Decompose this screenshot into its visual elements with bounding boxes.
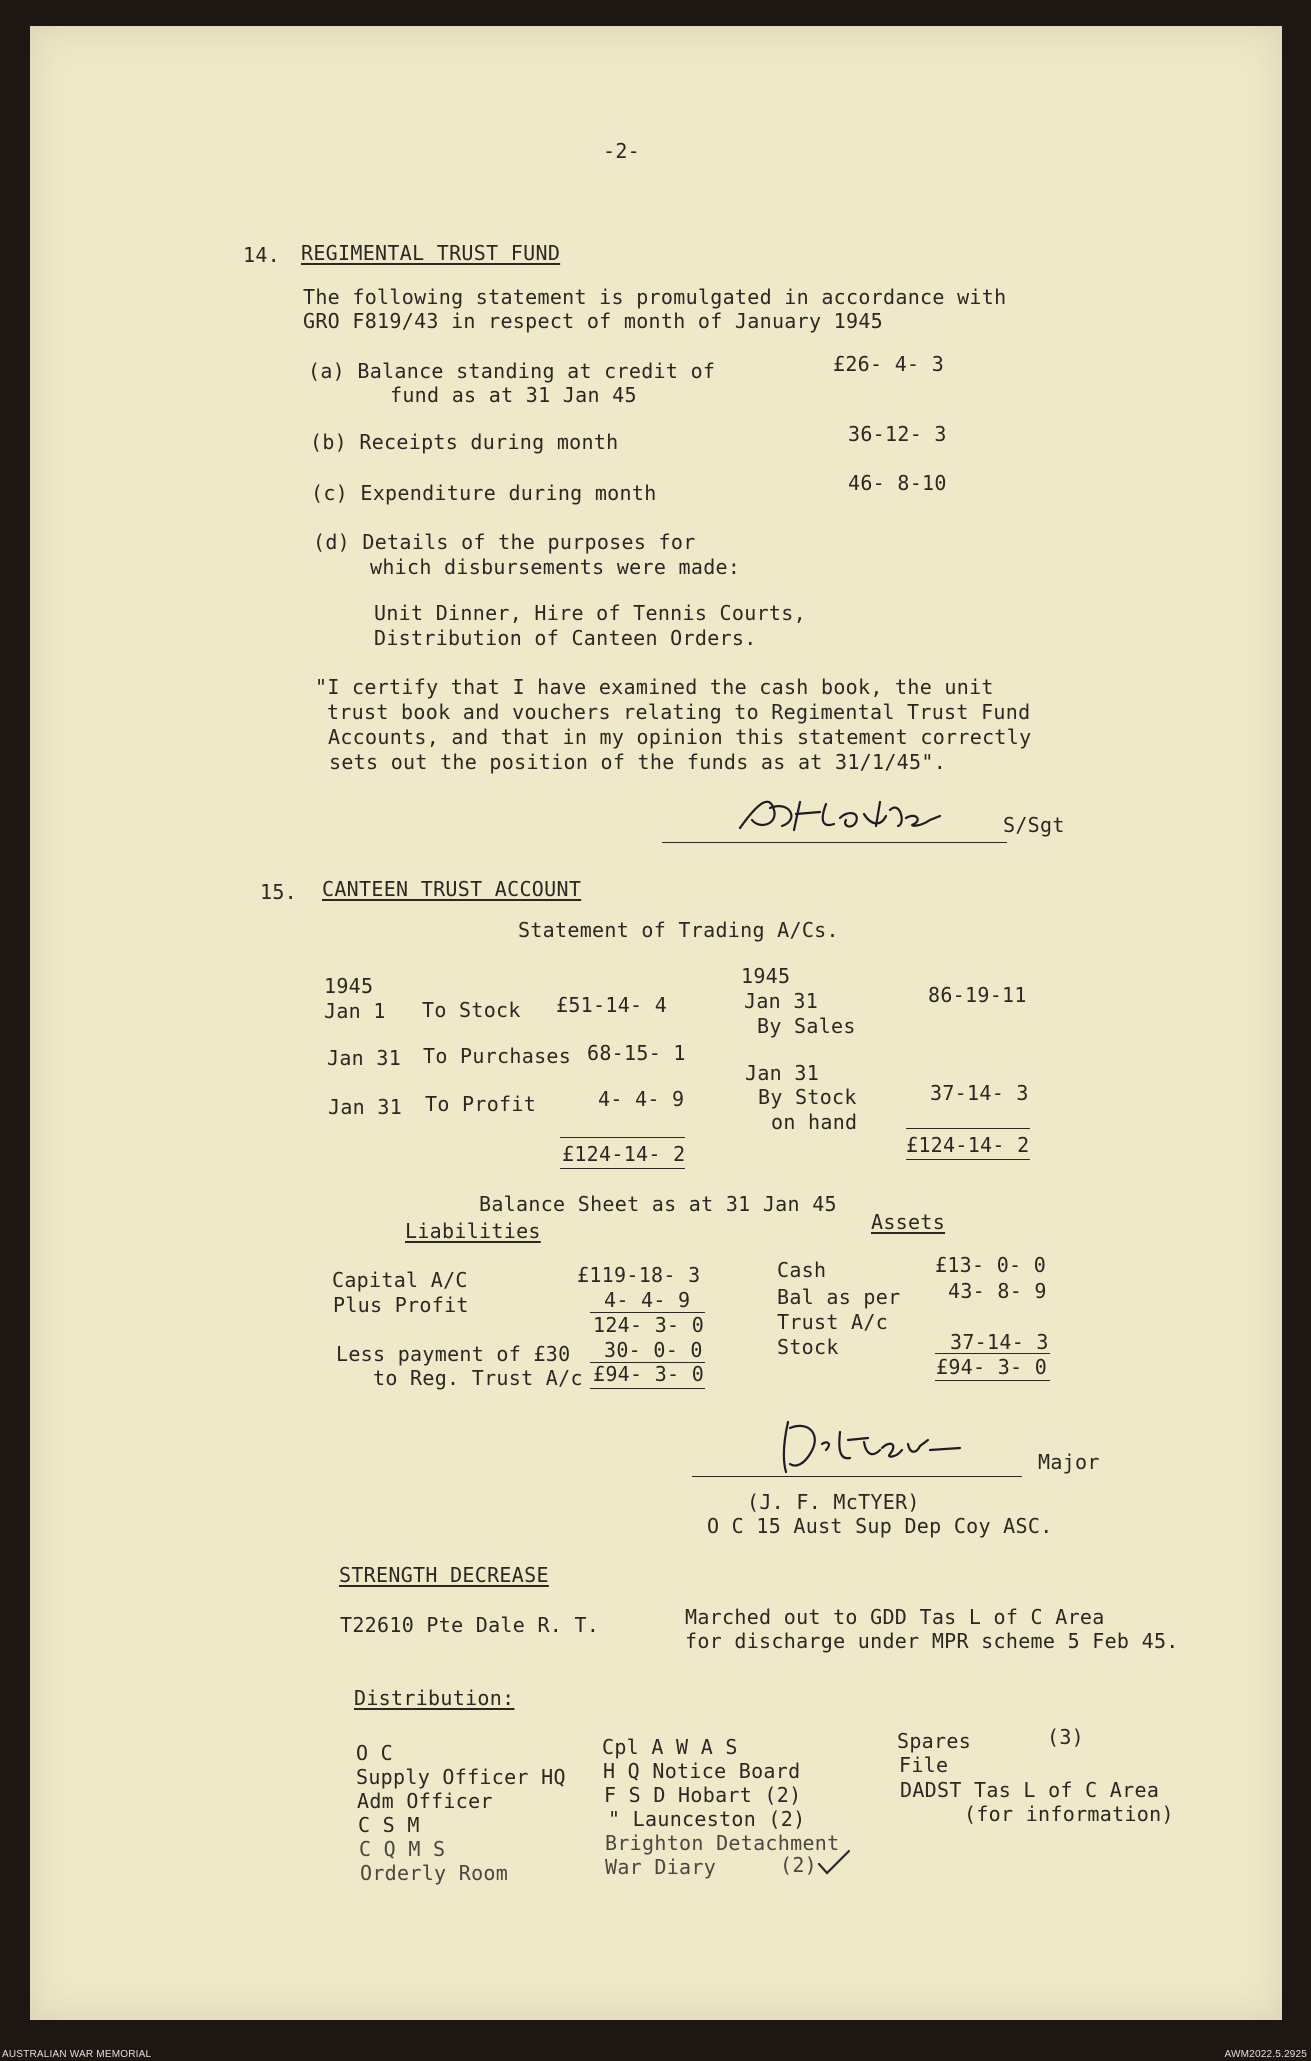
mctyer-title: O C 15 Aust Sup Dep Coy ASC. bbox=[707, 1514, 1053, 1538]
distribution-for-information: (for information) bbox=[964, 1802, 1174, 1826]
distribution-col1-item: O C bbox=[356, 1741, 394, 1765]
trading-left-total-rule-top bbox=[560, 1137, 685, 1138]
cash-amount: £13- 0- 0 bbox=[935, 1253, 1047, 1277]
bal-per-amount: 43- 8- 9 bbox=[948, 1279, 1047, 1303]
assets-total: £94- 3- 0 bbox=[936, 1355, 1048, 1379]
liabilities-heading: Liabilities bbox=[405, 1219, 541, 1243]
assets-heading: Assets bbox=[871, 1210, 946, 1234]
trading-right-date-1: Jan 31 bbox=[744, 989, 819, 1013]
item-c-label: (c) Expenditure during month bbox=[311, 481, 657, 505]
trading-left-date-1: Jan 1 bbox=[324, 999, 386, 1023]
distribution-col2-item: Brighton Detachment bbox=[605, 1831, 840, 1855]
trading-right-label-1: By Sales bbox=[757, 1014, 856, 1038]
check-mark-icon bbox=[816, 1848, 852, 1876]
footer-accession-number: AWM2022.5.2925 bbox=[1224, 2049, 1307, 2060]
distribution-col2-item: " Launceston (2) bbox=[608, 1807, 806, 1831]
liabilities-subtotal: 124- 3- 0 bbox=[593, 1313, 705, 1337]
footer-institution: AUSTRALIAN WAR MEMORIAL bbox=[2, 2049, 152, 2060]
section-15-number: 15. bbox=[260, 880, 298, 904]
distribution-spares: Spares bbox=[897, 1729, 972, 1753]
certification-line-3: Accounts, and that in my opinion this statement correctly bbox=[328, 725, 1032, 749]
trading-right-label-2b: on hand bbox=[771, 1110, 858, 1134]
distribution-heading: Distribution: bbox=[354, 1686, 515, 1710]
distribution-col1-item: Orderly Room bbox=[360, 1861, 509, 1885]
less-payment-line-2: to Reg. Trust A/c bbox=[373, 1366, 583, 1390]
trading-right-total-rule-top bbox=[906, 1128, 1030, 1129]
distribution-spares-count: (3) bbox=[1047, 1725, 1085, 1749]
section-14-number: 14. bbox=[243, 243, 281, 267]
item-a-line-1: (a) Balance standing at credit of bbox=[308, 359, 716, 383]
strength-decrease-person: T22610 Pte Dale R. T. bbox=[340, 1613, 600, 1637]
strength-decrease-note-1: Marched out to GDD Tas L of C Area bbox=[685, 1605, 1105, 1629]
distribution-col1-item: Adm Officer bbox=[357, 1789, 493, 1813]
trading-left-amount-1: £51-14- 4 bbox=[556, 993, 668, 1017]
easther-signature bbox=[730, 790, 1000, 840]
strength-decrease-heading: STRENGTH DECREASE bbox=[339, 1563, 549, 1587]
item-a-amount: £26- 4- 3 bbox=[833, 352, 945, 376]
mctyer-signature bbox=[770, 1410, 1020, 1480]
page-number: -2- bbox=[603, 139, 641, 163]
section-14-intro-line-2: GRO F819/43 in respect of month of January 1945 bbox=[303, 309, 884, 333]
section-15-heading: CANTEEN TRUST ACCOUNT bbox=[322, 877, 582, 901]
distribution-file: File bbox=[899, 1753, 949, 1777]
strength-decrease-note-2: for discharge under MPR scheme 5 Feb 45. bbox=[685, 1629, 1179, 1653]
distribution-dadst: DADST Tas L of C Area bbox=[900, 1778, 1160, 1802]
cash-label: Cash bbox=[777, 1258, 827, 1282]
trading-left-label-1: To Stock bbox=[422, 998, 521, 1022]
less-payment-amount: 30- 0- 0 bbox=[604, 1338, 703, 1362]
certification-line-4: sets out the position of the funds as at 31/1/45". bbox=[329, 750, 947, 774]
signature-line-14 bbox=[662, 842, 1007, 843]
capital-amount: £119-18- 3 bbox=[577, 1263, 701, 1287]
trading-right-total-rule-bottom bbox=[906, 1159, 1030, 1160]
stock-amount: 37-14- 3 bbox=[950, 1330, 1049, 1354]
section-14-intro-line-1: The following statement is promulgated in accordance with bbox=[303, 285, 1007, 309]
distribution-col1-item: C S M bbox=[358, 1813, 420, 1837]
item-c-amount: 46- 8-10 bbox=[848, 471, 947, 495]
certification-line-2: trust book and vouchers relating to Regimental Trust Fund bbox=[327, 700, 1031, 724]
stock-label: Stock bbox=[777, 1335, 839, 1359]
distribution-col1-item: C Q M S bbox=[359, 1837, 446, 1861]
liabilities-total-rule-bottom bbox=[590, 1388, 705, 1389]
distribution-col2-item: War Diary bbox=[605, 1855, 717, 1879]
section-14-heading: REGIMENTAL TRUST FUND bbox=[301, 241, 561, 265]
war-diary-count: (2) bbox=[780, 1853, 818, 1877]
trading-left-amount-2: 68-15- 1 bbox=[587, 1041, 686, 1065]
balance-sheet-title: Balance Sheet as at 31 Jan 45 bbox=[479, 1192, 837, 1216]
plus-profit-amount: 4- 4- 9 bbox=[604, 1288, 691, 1312]
trading-left-label-2: To Purchases bbox=[423, 1044, 572, 1068]
item-a-line-2: fund as at 31 Jan 45 bbox=[390, 383, 637, 407]
trading-left-total-rule-bottom bbox=[560, 1168, 685, 1169]
trading-right-date-2: Jan 31 bbox=[745, 1061, 820, 1085]
mctyer-name: (J. F. McTYER) bbox=[747, 1490, 920, 1514]
item-d-line-4: Distribution of Canteen Orders. bbox=[374, 626, 757, 650]
item-d-line-1: (d) Details of the purposes for bbox=[313, 530, 696, 554]
plus-profit-label: Plus Profit bbox=[333, 1293, 469, 1317]
trading-left-label-3: To Profit bbox=[425, 1092, 537, 1116]
item-d-line-3: Unit Dinner, Hire of Tennis Courts, bbox=[374, 601, 806, 625]
bal-per-line-1: Bal as per bbox=[777, 1285, 901, 1309]
liabilities-total: £94- 3- 0 bbox=[593, 1362, 705, 1386]
trading-left-date-3: Jan 31 bbox=[328, 1095, 403, 1119]
item-b-amount: 36-12- 3 bbox=[848, 422, 947, 446]
distribution-col2-item: Cpl A W A S bbox=[602, 1735, 738, 1759]
distribution-col1-item: Supply Officer HQ bbox=[356, 1765, 566, 1789]
bal-per-line-2: Trust A/c bbox=[777, 1310, 889, 1334]
trading-left-year: 1945 bbox=[324, 974, 374, 998]
assets-total-rule-bottom bbox=[935, 1380, 1050, 1381]
trading-statement-title: Statement of Trading A/Cs. bbox=[518, 918, 839, 942]
trading-right-label-2a: By Stock bbox=[758, 1085, 857, 1109]
trading-right-total: £124-14- 2 bbox=[906, 1133, 1030, 1157]
trading-left-date-2: Jan 31 bbox=[327, 1046, 402, 1070]
item-b-label: (b) Receipts during month bbox=[310, 430, 619, 454]
trading-right-amount-2: 37-14- 3 bbox=[930, 1081, 1029, 1105]
trading-left-total: £124-14- 2 bbox=[562, 1142, 686, 1166]
certification-line-1: "I certify that I have examined the cash book, the unit bbox=[315, 675, 994, 699]
trading-right-year: 1945 bbox=[741, 964, 791, 988]
signature-line-15 bbox=[692, 1476, 1022, 1477]
less-payment-line-1: Less payment of £30 bbox=[336, 1342, 571, 1366]
item-d-line-2: which disbursements were made: bbox=[370, 555, 741, 579]
mctyer-rank: Major bbox=[1038, 1450, 1100, 1474]
distribution-col2-item: F S D Hobart (2) bbox=[604, 1783, 802, 1807]
easther-rank: S/Sgt bbox=[1003, 813, 1065, 837]
capital-label: Capital A/C bbox=[332, 1268, 468, 1292]
trading-left-amount-3: 4- 4- 9 bbox=[598, 1087, 685, 1111]
distribution-col2-item: H Q Notice Board bbox=[603, 1759, 801, 1783]
assets-total-rule-top bbox=[935, 1353, 1050, 1354]
trading-right-amount-1: 86-19-11 bbox=[928, 983, 1027, 1007]
